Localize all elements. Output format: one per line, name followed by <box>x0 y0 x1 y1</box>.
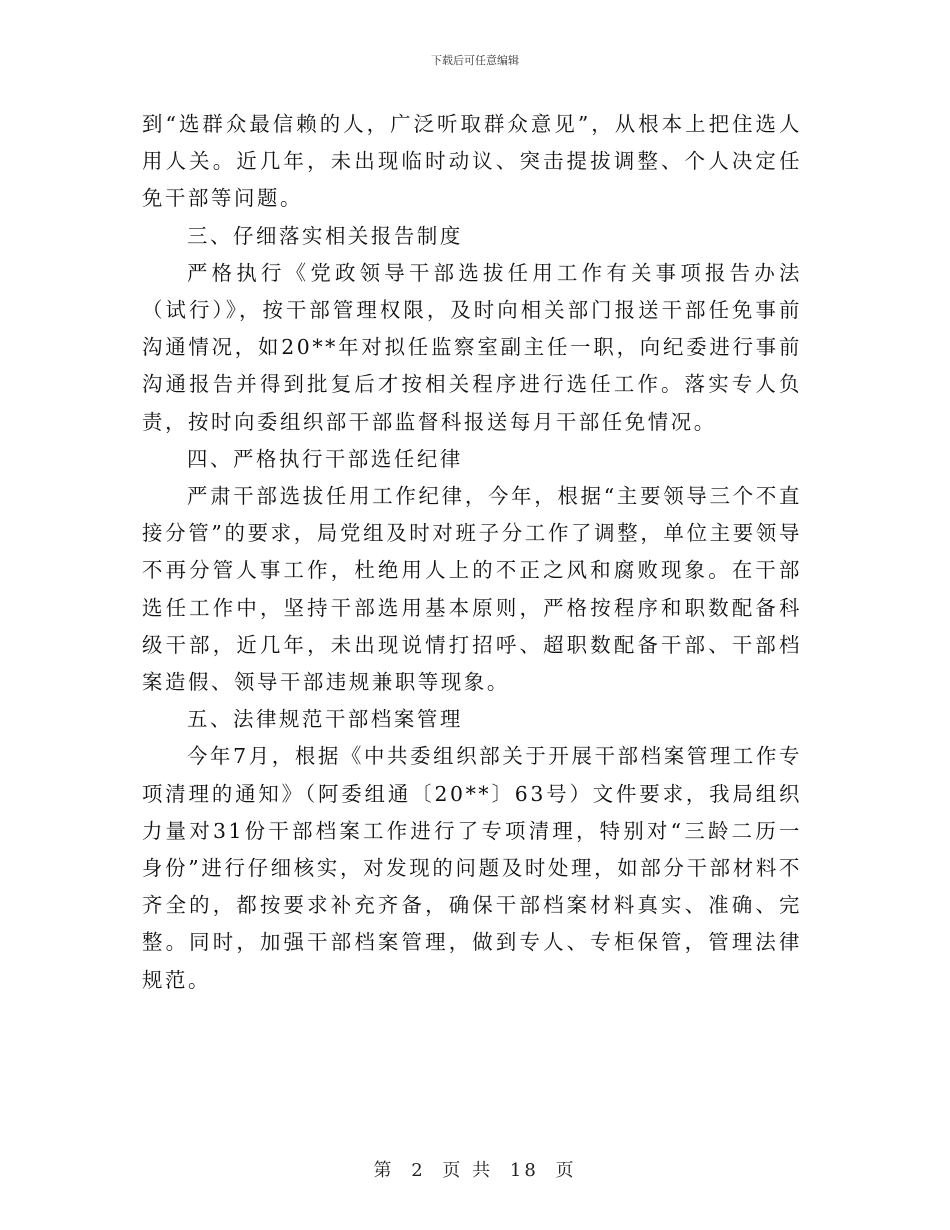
section-heading-4: 四、严格执行干部选任纪律 <box>187 446 463 471</box>
footer-prefix: 第 <box>373 1160 395 1181</box>
footer-suffix: 页 <box>555 1160 577 1181</box>
page-footer <box>0 1156 950 1182</box>
document-body <box>142 106 802 999</box>
section-heading-3: 三、仔细落实相关报告制度 <box>187 223 463 248</box>
paragraph-3: 严肃干部选拔任用工作纪律，今年，根据“主要领导三个不直接分管”的要求，局党组及时对班子分工作了调整，单位主要领导不再分管人事工作，杜绝用人上的不正之风和腐败现象。在干部选任工作中，坚持干部选用基本原则，严格按程序和职数配备科级干部，近几年，未出现说情打招呼、超职数配备干部、干部档案造假、领导干部违规兼职等现象。 <box>142 484 802 695</box>
footer-middle: 页 共 <box>442 1160 494 1181</box>
paragraph-2: 严格执行《党政领导干部选拔任用工作有关事项报告办法（试行）》，按干部管理权限，及时向相关部门报送干部任免事前沟通情况，如20**年对拟任监察室副主任一职，向纪委进行事前沟通报告并得到批复后才按相关程序进行选任工作。落实专人负责，按时向委组织部干部监督科报送每月干部任免情况。 <box>142 260 802 434</box>
current-page-number: 2 <box>411 1160 426 1181</box>
page-header: 下载后可任意编辑 <box>431 54 519 67</box>
paragraph-4: 今年7月，根据《中共委组织部关于开展干部档案管理工作专项清理的通知》（阿委组通〔20**〕63号）文件要求，我局组织力量对31份干部档案工作进行了专项清理，特别对“三龄二历一身份”进行仔细核实，对发现的问题及时处理，如部分干部材料不齐全的，都按要求补充齐备，确保干部档案材料真实、准确、完整。同时，加强干部档案管理，做到专人、专柜保管，管理法律规范。 <box>142 744 802 992</box>
paragraph-1: 到“选群众最信赖的人，广泛听取群众意见”，从根本上把住选人用人关。近几年，未出现临时动议、突击提拔调整、个人决定任免干部等问题。 <box>142 112 802 211</box>
section-heading-5: 五、法律规范干部档案管理 <box>187 707 463 732</box>
total-page-count: 18 <box>509 1160 539 1181</box>
